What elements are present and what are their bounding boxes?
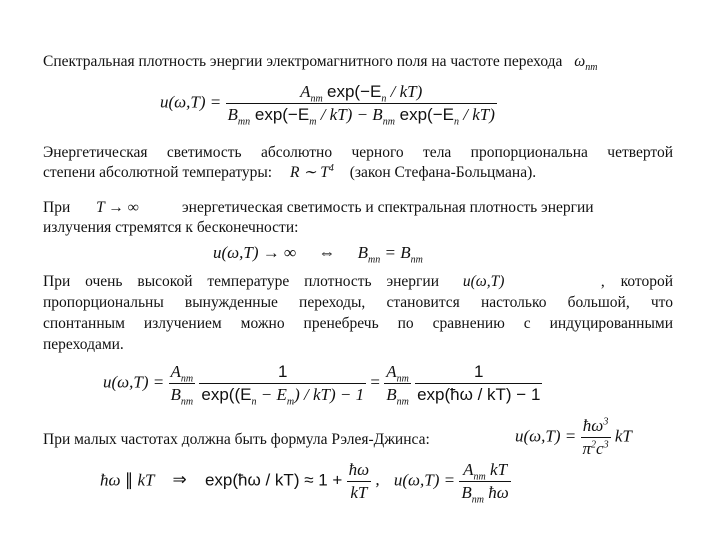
spectral-density-equation (160, 82, 497, 128)
eq1-denominator: $B_{mn}$ $\exp(-E_m / kT) - B_{nm}$ $\exp(-E_n / kT)$ (227, 105, 495, 128)
high-temp-line-2: пропорциональны вынужденные переходы, становится настолько большой, что (43, 294, 673, 311)
omega-symbol: $\omega_{nm}$ (574, 53, 598, 74)
stefan-boltzmann-line-2: степени абсолютной температуры: R ∼ $T^4$ (закон Стефана-Больцмана). (43, 162, 537, 181)
low-frequency-equation: ħω ∥ kT ⇒ exp(ħω / kT) ≈ 1 + $\frac{ħ\omega}{kT}$ , u(ω,T) = $\frac{A_{nm} kT}{B_{nm} ħ\omega}$ (100, 460, 509, 506)
intro-line (43, 52, 597, 72)
rayleigh-jeans-text: При малых частотах должна быть формула Рэлея-Джинса: (43, 431, 430, 448)
stefan-boltzmann-line-1: Энергетическая светимость абсолютно черного тела пропорциональна четвертой (43, 144, 673, 161)
u-omega-t-formula: u(ω,T) (462, 273, 505, 290)
high-temp-line-4: переходами. (43, 336, 124, 353)
rayleigh-jeans-fraction: $\frac{ħ\omega^3}{\pi^2c^3}$ (582, 416, 609, 458)
t-to-infinity-formula: T → ∞ (96, 199, 139, 216)
intro-text: Спектральная плотность энергии электромагнитного поля на частоте перехода (43, 53, 563, 70)
infinity-line-1: При T → ∞ энергетическая светимость и спектральная плотность энергии (43, 199, 594, 216)
stefan-boltzmann-formula: R ∼ $T^4$ (290, 162, 334, 181)
eq4-fraction-1: $\frac{A_{nm}}{B_{nm}}$ (170, 362, 194, 408)
eq1-lhs: u(ω,T) = (160, 92, 222, 112)
infinity-line-2: излучения стремятся к бесконечности: (43, 219, 299, 236)
eq4-fraction-3: $\frac{A_{nm}}{B_{nm}}$ (386, 362, 409, 408)
eq6-fraction-1: $\frac{ħ\omega}{kT}$ (348, 460, 370, 502)
eq4-fraction-2: $\frac{1}{\exp((E_n - E_m) / kT) - 1}$ (201, 362, 365, 408)
infinity-equivalence-equation: u(ω,T) → ∞ ⇔ $B_{mn} = B_{nm}$ (213, 243, 423, 266)
eq6-fraction-2: $\frac{A_{nm} kT}{B_{nm} ħ\omega}$ (461, 460, 509, 506)
high-temp-line-1: При очень высокой температуре плотность энергии u(ω,T) , которой (43, 273, 673, 290)
high-temp-line-3: спонтанным излучением можно пренебречь по сравнению с индуцированными (43, 315, 673, 332)
high-temp-equation: u(ω,T) = $\frac{A_{nm}}{B_{nm}}$ $\frac{1}{\exp((E_n - E_m) / kT) - 1}$ = $\frac{A_{nm}}{B_{nm}}$ $\frac{1}{\exp(ħ\omega / kT) - 1}$ (103, 362, 541, 408)
eq4-fraction-4: $\frac{1}{\exp(ħ\omega / kT) - 1}$ (417, 362, 541, 404)
eq1-numerator: $A_{nm}$ $\exp(-E_n / kT)$ (226, 82, 497, 104)
eq1-fraction (226, 82, 497, 128)
rayleigh-jeans-formula: u(ω,T) = $\frac{ħ\omega^3}{\pi^2c^3}$ kT (515, 416, 632, 458)
